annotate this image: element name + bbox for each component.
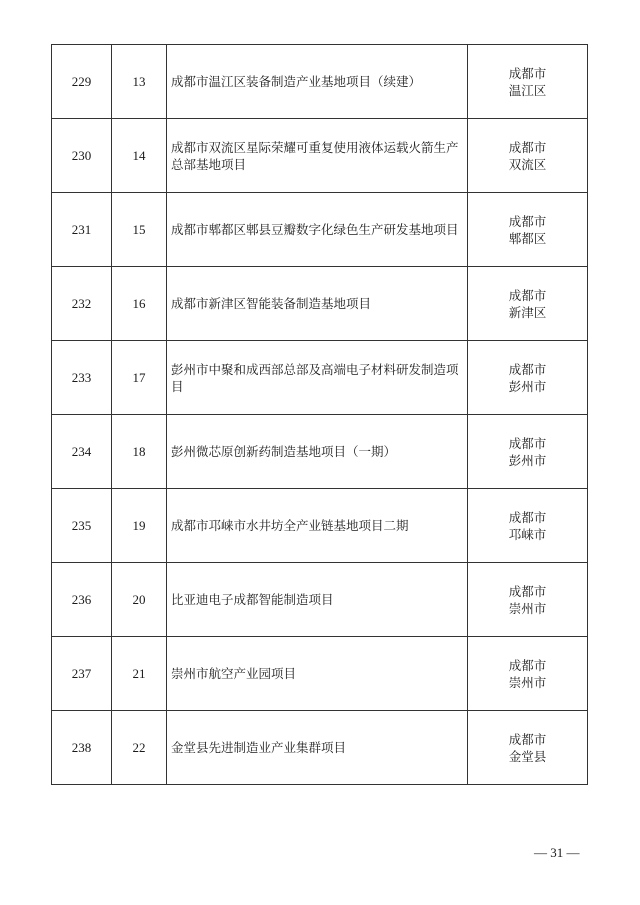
project-name: 成都市温江区装备制造产业基地项目（续建） xyxy=(167,45,468,119)
row-sub-number: 22 xyxy=(112,711,167,785)
row-seq-number: 234 xyxy=(52,415,112,489)
table-row xyxy=(52,341,588,415)
project-location xyxy=(468,563,588,637)
location-city: 成都市 xyxy=(508,65,547,81)
row-sub-number: 15 xyxy=(112,193,167,267)
location-city: 成都市 xyxy=(508,213,547,229)
table-row xyxy=(52,119,588,193)
table-row xyxy=(52,267,588,341)
location-city: 成都市 xyxy=(508,435,547,451)
project-name: 成都市新津区智能装备制造基地项目 xyxy=(167,267,468,341)
location-city: 成都市 xyxy=(508,361,547,377)
location-district: 郫都区 xyxy=(508,230,547,246)
table-row xyxy=(52,563,588,637)
row-seq-number: 238 xyxy=(52,711,112,785)
row-seq-number: 232 xyxy=(52,267,112,341)
project-table-body xyxy=(52,45,588,785)
project-location xyxy=(468,45,588,119)
location-city: 成都市 xyxy=(508,509,547,525)
project-location xyxy=(468,489,588,563)
project-location xyxy=(468,637,588,711)
project-name: 金堂县先进制造业产业集群项目 xyxy=(167,711,468,785)
table-row xyxy=(52,45,588,119)
row-seq-number: 229 xyxy=(52,45,112,119)
row-sub-number: 13 xyxy=(112,45,167,119)
location-district: 双流区 xyxy=(508,156,547,172)
project-name: 成都市郫都区郫县豆瓣数字化绿色生产研发基地项目 xyxy=(167,193,468,267)
row-sub-number: 16 xyxy=(112,267,167,341)
row-seq-number: 231 xyxy=(52,193,112,267)
row-sub-number: 20 xyxy=(112,563,167,637)
project-name: 彭州市中聚和成西部总部及高端电子材料研发制造项目 xyxy=(167,341,468,415)
page-number: — 31 — xyxy=(534,845,580,860)
project-table xyxy=(51,44,588,785)
table-row xyxy=(52,193,588,267)
project-name: 崇州市航空产业园项目 xyxy=(167,637,468,711)
location-district: 邛崃市 xyxy=(508,526,547,542)
location-city: 成都市 xyxy=(508,583,547,599)
row-seq-number: 230 xyxy=(52,119,112,193)
project-location xyxy=(468,193,588,267)
row-seq-number: 236 xyxy=(52,563,112,637)
location-district: 新津区 xyxy=(508,304,547,320)
location-district: 崇州市 xyxy=(508,674,547,690)
row-sub-number: 14 xyxy=(112,119,167,193)
location-district: 温江区 xyxy=(508,82,547,98)
project-location xyxy=(468,711,588,785)
location-city: 成都市 xyxy=(508,731,547,747)
row-sub-number: 19 xyxy=(112,489,167,563)
table-row xyxy=(52,415,588,489)
location-district: 彭州市 xyxy=(508,452,547,468)
table-row xyxy=(52,711,588,785)
row-sub-number: 18 xyxy=(112,415,167,489)
project-location xyxy=(468,119,588,193)
row-seq-number: 235 xyxy=(52,489,112,563)
project-name: 彭州微芯原创新药制造基地项目（一期） xyxy=(167,415,468,489)
location-city: 成都市 xyxy=(508,657,547,673)
project-location xyxy=(468,415,588,489)
row-seq-number: 233 xyxy=(52,341,112,415)
project-location xyxy=(468,267,588,341)
location-district: 彭州市 xyxy=(508,378,547,394)
location-city: 成都市 xyxy=(508,287,547,303)
table-row xyxy=(52,489,588,563)
location-district: 崇州市 xyxy=(508,600,547,616)
table-row xyxy=(52,637,588,711)
project-name: 比亚迪电子成都智能制造项目 xyxy=(167,563,468,637)
project-name: 成都市双流区星际荣耀可重复使用液体运载火箭生产总部基地项目 xyxy=(167,119,468,193)
row-sub-number: 21 xyxy=(112,637,167,711)
location-district: 金堂县 xyxy=(508,748,547,764)
project-location xyxy=(468,341,588,415)
row-sub-number: 17 xyxy=(112,341,167,415)
project-name: 成都市邛崃市水井坊全产业链基地项目二期 xyxy=(167,489,468,563)
row-seq-number: 237 xyxy=(52,637,112,711)
location-city: 成都市 xyxy=(508,139,547,155)
